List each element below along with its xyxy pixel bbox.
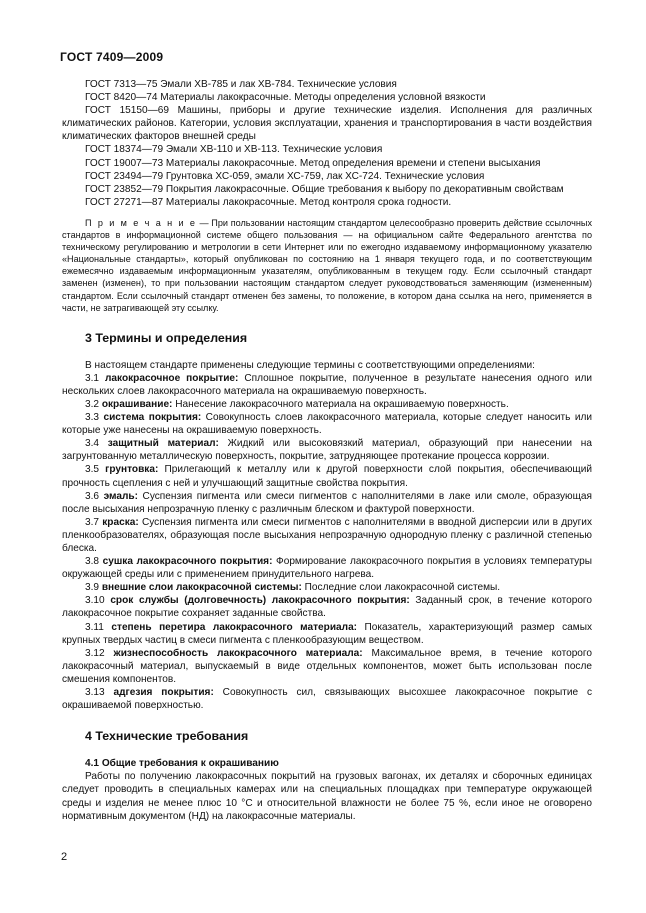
term-number: 3.8: [85, 556, 103, 568]
subsection-4-1-heading: 4.1 Общие требования к окрашиванию: [85, 758, 279, 770]
term-number: 3.3: [85, 412, 104, 424]
section-3-heading: 3 Термины и определения: [85, 330, 248, 345]
note: [62, 217, 592, 314]
term-entry: [62, 647, 592, 686]
reference-item: ГОСТ 8420—74 Материалы лакокрасочные. Методы определения условной вязкости: [85, 92, 486, 104]
term-entry: [62, 372, 592, 398]
term-entry: [62, 463, 592, 489]
term-entry: [62, 686, 592, 712]
term-name: внешние слои лакокрасочной системы:: [101, 582, 302, 594]
term-entry: [62, 411, 592, 437]
page-content: [62, 78, 592, 823]
term-name: система покрытия:: [103, 412, 202, 424]
term-number: 3.6: [85, 490, 104, 502]
term-definition: Суспензия пигмента или смеси пигментов с наполнителями в вводной дисперсии или в других пленкообразователях, образующая после высыхания непрозрачную однородную пленку с различной степенью блеска.: [62, 516, 592, 554]
term-number: 3.12: [85, 647, 114, 659]
term-entry: [62, 398, 592, 411]
term-name: лакокрасочное покрытие:: [105, 372, 239, 384]
note-text: — При пользовании настоящим стандартом целесообразно проверить действие ссылочных стандартов в информационной системе общего пользования — на официальном сайте Федерального агентства по техническому регулированию и метрологии в сети Интернет или по ежегодно издаваемому информационному указателю «Национальные стандарты», который опубликован по состоянию на 1 января текущего года, и по соответствующим ежемесячно издаваемым информационным указателям, опубликованным в текущем году. Если ссылочный стандарт заменен (изменен), то при пользовании настоящим стандартом следует руководствоваться заменяющим (измененным) стандартом. Если ссылочный стандарт отменен без замены, то положение, в котором дана ссылка на него, применяется в части, не затрагивающей эту ссылку.: [62, 217, 592, 313]
reference-item: ГОСТ 23494—79 Грунтовка ХС-059, эмали ХС-759, лак ХС-724. Технические условия: [85, 170, 485, 182]
term-definition: Нанесение лакокрасочного материала на окрашиваемую поверхность.: [172, 398, 509, 410]
term-name: срок службы (долговечность) лакокрасочного покрытия:: [110, 595, 410, 607]
term-name: степень перетира лакокрасочного материала:: [111, 621, 358, 633]
term-number: 3.10: [85, 595, 111, 607]
document-code: ГОСТ 7409—2009: [60, 50, 164, 64]
term-entry: [62, 594, 592, 620]
term-number: 3.9: [85, 582, 102, 594]
term-entry: [62, 555, 592, 581]
reference-item: ГОСТ 7313—75 Эмали ХВ-785 и лак ХВ-784. Технические условия: [85, 79, 397, 90]
term-name: жизнеспособность лакокрасочного материала:: [113, 647, 363, 659]
term-definition: Совокупность сил, связывающих высохшее лакокрасочное покрытие с окрашиваемой поверхностью.: [62, 687, 592, 712]
term-name: окрашивание:: [101, 398, 173, 410]
reference-item: ГОСТ 19007—73 Материалы лакокрасочные. Метод определения времени и степени высыхания: [85, 157, 541, 169]
term-name: грунтовка:: [105, 464, 159, 476]
normative-references-list: [62, 78, 592, 209]
term-number: 3.4: [85, 438, 108, 450]
term-definition: Сплошное покрытие, полученное в результате нанесения одного или нескольких слоев лакокрасочного материала на окрашиваемую поверхность.: [62, 372, 593, 397]
term-number: 3.11: [85, 621, 112, 633]
term-number: 3.5: [85, 464, 106, 476]
term-entry: [62, 516, 592, 555]
term-definition: Показатель, характеризующий размер самых крупных твердых частиц в смеси пигмента с пленкообразующим веществом.: [62, 621, 592, 646]
term-definition: Формирование лакокрасочного покрытия в условиях температуры окружающей среды или с применением принудительного нагрева.: [62, 556, 592, 581]
term-entry: [62, 581, 592, 594]
term-name: защитный материал:: [107, 438, 219, 450]
term-definition: Максимальное время, в течение которого лакокрасочный материал, выпускаемый в виде отдельных компонентов, может быть использован после смешения компонентов.: [62, 647, 592, 685]
term-definition: Жидкий или высоковязкий материал, образующий при нанесении на загрунтованную металлическую поверхность, покрытие, затрудняющее протекание процесса коррозии.: [62, 438, 592, 463]
term-entry: [62, 621, 592, 647]
terms-list: [62, 372, 592, 712]
term-name: сушка лакокрасочного покрытия:: [102, 556, 273, 568]
term-number: 3.13: [85, 687, 114, 699]
term-number: 3.7: [85, 516, 103, 528]
term-number: 3.1: [85, 372, 105, 384]
subsection-4-1-text: Работы по получению лакокрасочных покрытий на грузовых вагонах, их деталях и сборочных единицах следует проводить в специальных камерах или на специальных площадках при температуре окружающей среды и изделия не менее плюс 10 °С и относительной влажности не более 75 %, если иное не оговорено нормативным документом (НД) на лакокрасочные материалы.: [62, 771, 592, 822]
reference-item: ГОСТ 27271—87 Материалы лакокрасочные. Метод контроля срока годности.: [85, 196, 452, 208]
term-definition: Совокупность слоев лакокрасочного материала, которые следует наносить или которые уже нанесены на окрашиваемую поверхность.: [62, 412, 592, 437]
term-name: эмаль:: [103, 490, 138, 502]
term-name: адгезия покрытия:: [113, 687, 214, 699]
page-number: 2: [61, 851, 68, 863]
term-definition: Суспензия пигмента или смеси пигментов с наполнителями в лаке или смоле, образующая после высыхания непрозрачную пленку с различным блеском и фактурой поверхности.: [62, 490, 592, 515]
section-3-intro: В настоящем стандарте применены следующие термины с соответствующими определениями:: [85, 359, 535, 371]
note-label: П р и м е ч а н и е: [85, 217, 197, 228]
term-definition: Заданный срок, в течение которого лакокрасочное покрытие сохраняет заданные свойства.: [62, 595, 593, 620]
term-name: краска:: [102, 516, 139, 528]
reference-item: ГОСТ 18374—79 Эмали ХВ-110 и ХВ-113. Технические условия: [85, 144, 383, 156]
term-entry: [62, 437, 592, 463]
term-definition: Последние слои лакокрасочной системы.: [301, 582, 501, 594]
term-entry: [62, 490, 592, 516]
reference-item: ГОСТ 15150—69 Машины, приборы и другие технические изделия. Исполнения для различных климатических районов. Категории, условия эксплуатации, хранения и транспортирования в части воздействия климатических факторов внешней среды: [62, 105, 592, 143]
section-4-heading: 4 Технические требования: [85, 729, 249, 744]
reference-item: ГОСТ 23852—79 Покрытия лакокрасочные. Общие требования к выбору по декоративным свойствам: [85, 183, 564, 195]
term-definition: Прилегающий к металлу или к другой поверхности слой покрытия, обеспечивающий прочность сцепления с ней и улучшающий защитные свойства покрытия.: [62, 464, 592, 489]
term-number: 3.2: [85, 398, 102, 410]
